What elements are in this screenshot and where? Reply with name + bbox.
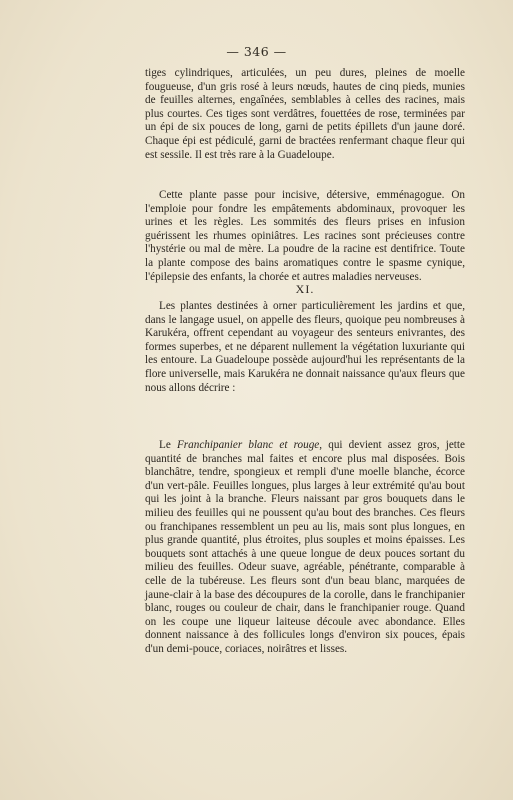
paragraph-lead: Le	[159, 439, 177, 451]
paragraph-franchipanier	[145, 439, 465, 657]
paragraph-text: Cette plante passe pour incisive, détersive, emménagogue. On l'emploie pour fondre les empâtements abdominaux, provoquer les urines et les règles. Les sommités des fleurs prises en infusion guérissent les rhumes opiniâtres. Les racines sont précieuses contre l'hystérie ou mal de mère. La poudre de la racine est dentifrice. Toute la plante compose des bains aromatiques contre le spasme cynique, l'épilepsie des enfants, la chorée et autres maladies nerveuses.	[145, 189, 465, 283]
paragraph-text	[145, 439, 465, 657]
paragraph-continuation	[145, 67, 465, 162]
paragraph-medicinal-uses	[145, 189, 465, 284]
section-heading: XI.	[295, 282, 315, 296]
paragraph-body: , qui devient assez gros, jette quantité de branches mal faites et encore plus mal disposées. Bois blanchâtre, tendre, spongieux et rempli d'une moelle blanche, écorce d'un vert-pâle. Feuilles longues, plus larges à leur extrémité qu'au bout qui les joint à la branche. Fleurs naissant par gros bouquets dans le milieu des feuilles qui ne poussent qu'au bout des branches. Ces fleurs ou franchipanes ressemblent un peu au lis, mais sont plus longues, en plus grande quantité, plus étroites, plus souples et moins épaisses. Les bouquets sont attachés à une queue longue de deux pouces sortant du milieu des feuilles. Odeur suave, agréable, pénétrante, comparable à celle de la tubéreuse. Les fleurs sont d'un beau blanc, marquées de jaune-clair à la base des découpures de la corolle, dans le franchipanier blanc, rouges ou couleur de chair, dans le franchipanier rouge. Quand on les coupe une liqueur laiteuse découle avec abondance. Elles donnent naissance à des follicules longs d'environ six pouces, épais d'un demi-pouce, coriaces, noirâtres et lisses.	[145, 439, 465, 655]
paragraph-text: tiges cylindriques, articulées, un peu dures, pleines de moelle fougueuse, d'un gris rosé à leurs nœuds, hautes de cinq pieds, munies de feuilles alternes, engaînées, semblables à celles des racines, mais plus courtes. Ces tiges sont verdâtres, fouettées de rose, terminées par un épi de six pouces de long, garni de petits épillets d'un jaune doré. Chaque épi est pédiculé, garni de bractées renfermant chaque fleur qui est sessile. Il est très rare à la Guadeloupe.	[145, 67, 465, 161]
page-number: — 346 —	[226, 44, 287, 59]
paragraph-text: Les plantes destinées à orner particulièrement les jardins et que, dans le langage usuel, on appelle des fleurs, quoique peu nombreuses à Karukéra, offrent cependant au voyageur des senteurs enivrantes, des formes superbes, et ne déparent nullement la végétation luxuriante qui les entoure. La Guadeloupe possède aujourd'hui les représentants de la flore universelle, mais Karukéra ne donnait naissance qu'aux fleurs que nous allons décrire :	[145, 300, 465, 394]
paragraph-introduction	[145, 300, 465, 395]
plant-name: Franchipanier blanc et rouge	[176, 439, 320, 451]
